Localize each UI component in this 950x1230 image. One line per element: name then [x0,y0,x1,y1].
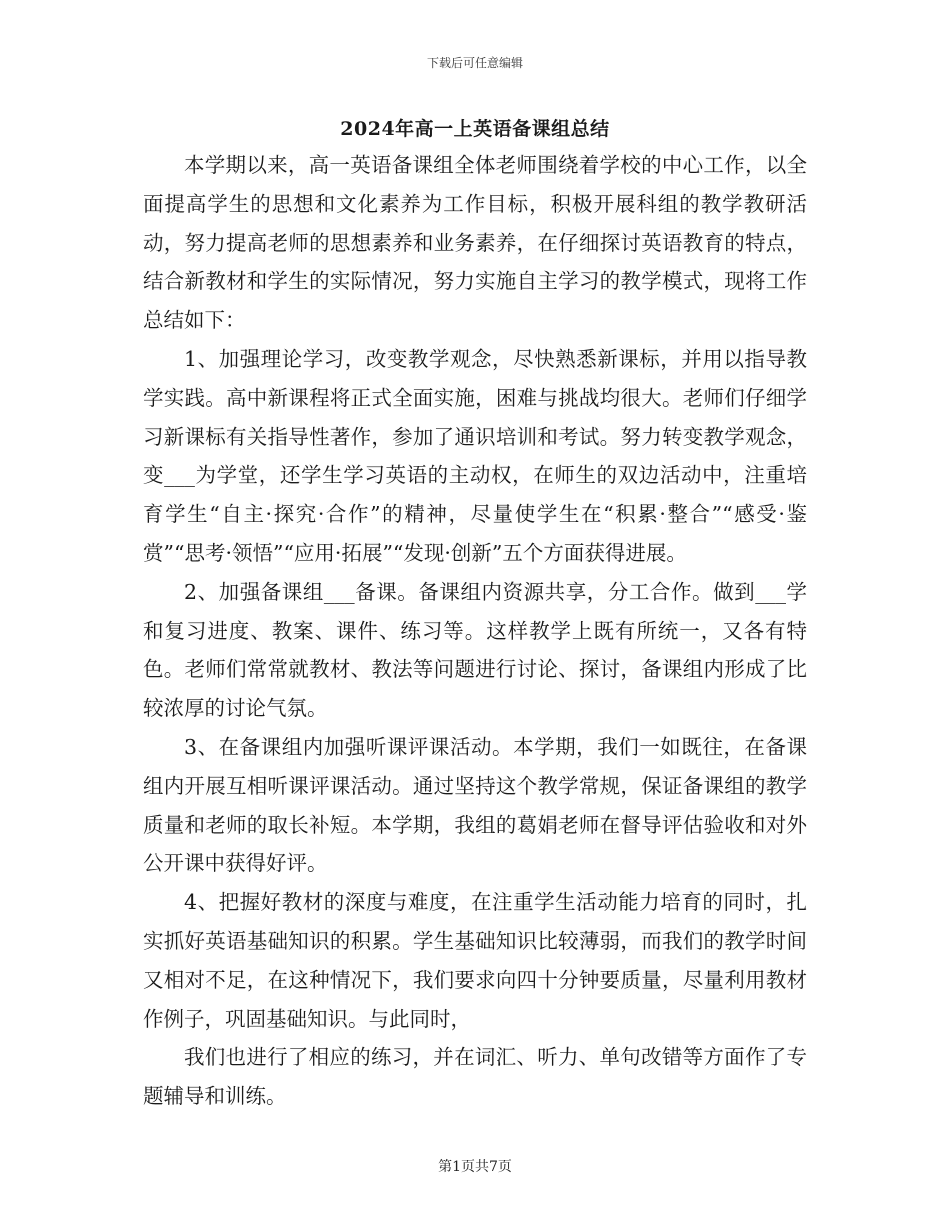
document-body [143,146,807,1116]
paragraph-item-3: 3、在备课组内加强听课评课活动。本学期，我们一如既往，在备课组内开展互相听课评课活动。通过坚持这个教学常规，保证备课组的教学质量和老师的取长补短。本学期，我组的葛娟老师在督导评估验收和对外公开课中获得好评。 [143,734,807,876]
page-number: 第1页共7页 [438,1159,512,1175]
paragraph-item-4: 4、把握好教材的深度与难度，在注重学生活动能力培育的同时，扎实抓好英语基础知识的积累。学生基础知识比较薄弱，而我们的教学时间又相对不足，在这种情况下，我们要求向四十分钟要质量，尽量利用教材作例子，巩固基础知识。与此同时， [143,890,807,1031]
paragraph-continuation: 我们也进行了相应的练习，并在词汇、听力、单句改错等方面作了专题辅导和训练。 [143,1045,807,1109]
header-note: 下载后可任意编辑 [426,56,523,70]
paragraph-intro: 本学期以来，高一英语备课组全体老师围绕着学校的中心工作，以全面提高学生的思想和文化素养为工作目标，积极开展科组的教学教研活动，努力提高老师的思想素养和业务素养，在仔细探讨英语教育的特点，结合新教材和学生的实际情况，努力实施自主学习的教学模式，现将工作总结如下： [143,153,807,333]
paragraph-item-2: 2、加强备课组___备课。备课组内资源共享，分工合作。做到___学和复习进度、教案、课件、练习等。这样教学上既有所统一，又各有特色。老师们常常就教材、教法等问题进行讨论、探讨，备课组内形成了比较浓厚的讨论气氛。 [143,579,807,721]
paragraph-item-1: 1、加强理论学习，改变教学观念，尽快熟悉新课标，并用以指导教学实践。高中新课程将正式全面实施，困难与挑战均很大。老师们仔细学习新课标有关指导性著作，参加了通识培训和考试。努力转变教学观念，变___为学堂，还学生学习英语的主动权，在师生的双边活动中，注重培育学生“自主·探究·合作”的精神，尽量使学生在“积累·整合”“感受·鉴赏”“思考·领悟”“应用·拓展”“发现·创新”五个方面获得进展。 [143,346,807,565]
document-title: 2024年高一上英语备课组总结 [340,118,610,140]
